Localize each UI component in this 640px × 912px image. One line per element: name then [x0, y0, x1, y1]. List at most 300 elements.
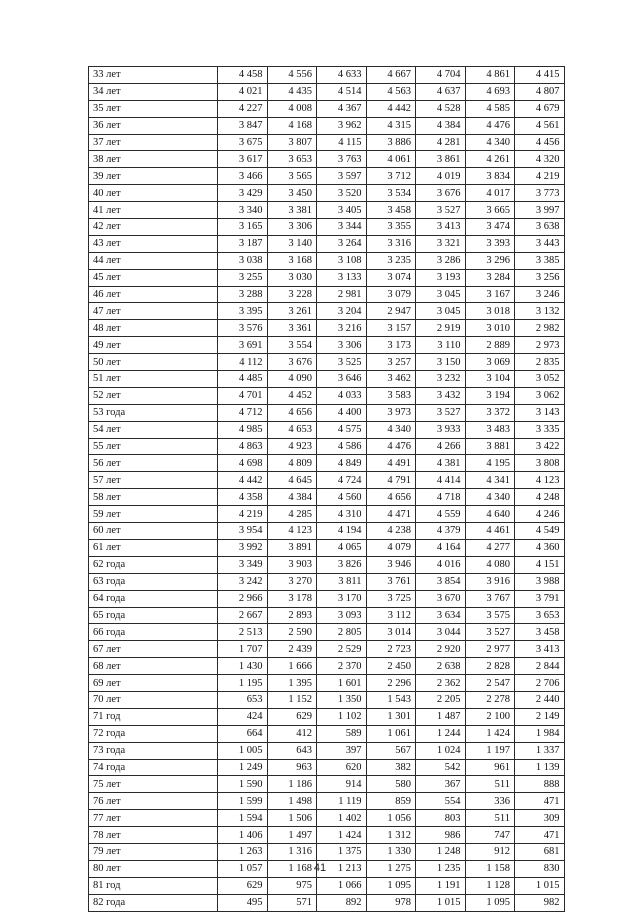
value-cell: 1 590 [218, 776, 268, 793]
value-cell: 3 361 [267, 320, 317, 337]
age-label-cell: 74 года [89, 759, 218, 776]
value-cell: 747 [465, 827, 515, 844]
value-cell: 1 424 [317, 827, 367, 844]
value-cell: 2 973 [515, 337, 565, 354]
value-cell: 3 413 [416, 219, 466, 236]
value-cell: 567 [366, 742, 416, 759]
value-cell: 4 219 [218, 506, 268, 523]
value-cell: 471 [515, 827, 565, 844]
age-label-cell: 49 лет [89, 337, 218, 354]
value-cell: 2 529 [317, 641, 367, 658]
value-cell: 4 123 [267, 523, 317, 540]
value-cell: 2 982 [515, 320, 565, 337]
value-cell: 3 429 [218, 185, 268, 202]
value-cell: 643 [267, 742, 317, 759]
value-cell: 3 432 [416, 387, 466, 404]
value-cell: 2 370 [317, 658, 367, 675]
value-cell: 3 010 [465, 320, 515, 337]
value-cell: 3 018 [465, 303, 515, 320]
value-cell: 4 549 [515, 523, 565, 540]
value-cell: 511 [465, 810, 515, 827]
value-cell: 4 640 [465, 506, 515, 523]
value-cell: 1 235 [416, 860, 466, 877]
value-cell: 4 112 [218, 354, 268, 371]
value-cell: 3 527 [416, 404, 466, 421]
table-row [89, 67, 565, 84]
value-cell: 1 666 [267, 658, 317, 675]
value-cell: 1 158 [465, 860, 515, 877]
value-cell: 830 [515, 860, 565, 877]
table-row [89, 100, 565, 117]
value-cell: 2 278 [465, 691, 515, 708]
value-cell: 1 197 [465, 742, 515, 759]
value-cell: 3 712 [366, 168, 416, 185]
value-cell: 3 597 [317, 168, 367, 185]
value-cell: 3 165 [218, 219, 268, 236]
table-row [89, 286, 565, 303]
value-cell: 3 575 [465, 607, 515, 624]
value-cell: 2 966 [218, 590, 268, 607]
value-cell: 3 458 [515, 624, 565, 641]
value-cell: 367 [416, 776, 466, 793]
value-cell: 3 653 [515, 607, 565, 624]
value-cell: 4 491 [366, 455, 416, 472]
value-cell: 4 090 [267, 371, 317, 388]
value-cell: 1 005 [218, 742, 268, 759]
value-cell: 4 637 [416, 83, 466, 100]
value-cell: 3 321 [416, 235, 466, 252]
value-cell: 3 235 [366, 252, 416, 269]
value-cell: 3 306 [267, 219, 317, 236]
value-cell: 3 826 [317, 556, 367, 573]
value-cell: 2 205 [416, 691, 466, 708]
value-cell: 4 238 [366, 523, 416, 540]
value-cell: 4 485 [218, 371, 268, 388]
value-cell: 3 286 [416, 252, 466, 269]
value-cell: 2 440 [515, 691, 565, 708]
value-cell: 978 [366, 894, 416, 911]
value-cell: 4 033 [317, 387, 367, 404]
age-label-cell: 34 лет [89, 83, 218, 100]
value-cell: 4 724 [317, 472, 367, 489]
value-cell: 3 916 [465, 573, 515, 590]
table-row [89, 793, 565, 810]
value-cell: 4 861 [465, 67, 515, 84]
value-cell: 3 038 [218, 252, 268, 269]
table-row [89, 202, 565, 219]
table-row [89, 404, 565, 421]
value-cell: 3 030 [267, 269, 317, 286]
value-cell: 4 061 [366, 151, 416, 168]
age-label-cell: 40 лет [89, 185, 218, 202]
value-cell: 4 227 [218, 100, 268, 117]
age-label-cell: 76 лет [89, 793, 218, 810]
value-cell: 3 583 [366, 387, 416, 404]
value-cell: 3 133 [317, 269, 367, 286]
value-cell: 1 402 [317, 810, 367, 827]
value-cell: 1 506 [267, 810, 317, 827]
value-cell: 629 [218, 877, 268, 894]
age-label-cell: 33 лет [89, 67, 218, 84]
table-row [89, 455, 565, 472]
value-cell: 1 195 [218, 675, 268, 692]
value-cell: 4 194 [317, 523, 367, 540]
table-row [89, 810, 565, 827]
value-cell: 2 706 [515, 675, 565, 692]
age-label-cell: 80 лет [89, 860, 218, 877]
value-cell: 914 [317, 776, 367, 793]
value-cell: 2 920 [416, 641, 466, 658]
population-by-age-table [88, 66, 565, 912]
table-row [89, 489, 565, 506]
value-cell: 4 266 [416, 438, 466, 455]
age-label-cell: 66 года [89, 624, 218, 641]
value-cell: 4 653 [267, 421, 317, 438]
value-cell: 3 458 [366, 202, 416, 219]
age-label-cell: 63 года [89, 573, 218, 590]
value-cell: 3 132 [515, 303, 565, 320]
value-cell: 975 [267, 877, 317, 894]
value-cell: 3 653 [267, 151, 317, 168]
value-cell: 4 458 [218, 67, 268, 84]
value-cell: 580 [366, 776, 416, 793]
value-cell: 1 095 [465, 894, 515, 911]
value-cell: 3 232 [416, 371, 466, 388]
value-cell: 3 167 [465, 286, 515, 303]
age-label-cell: 45 лет [89, 269, 218, 286]
value-cell: 1 061 [366, 725, 416, 742]
value-cell: 3 462 [366, 371, 416, 388]
table-row [89, 827, 565, 844]
table-row [89, 877, 565, 894]
value-cell: 3 576 [218, 320, 268, 337]
age-label-cell: 37 лет [89, 134, 218, 151]
value-cell: 3 069 [465, 354, 515, 371]
value-cell: 3 256 [515, 269, 565, 286]
value-cell: 3 242 [218, 573, 268, 590]
value-cell: 4 123 [515, 472, 565, 489]
page-number: 41 [313, 862, 327, 874]
value-cell: 1 430 [218, 658, 268, 675]
value-cell: 3 988 [515, 573, 565, 590]
table-row [89, 539, 565, 556]
value-cell: 4 248 [515, 489, 565, 506]
value-cell: 3 665 [465, 202, 515, 219]
age-label-cell: 78 лет [89, 827, 218, 844]
value-cell: 4 358 [218, 489, 268, 506]
value-cell: 1 249 [218, 759, 268, 776]
table-row [89, 556, 565, 573]
value-cell: 3 261 [267, 303, 317, 320]
value-cell: 963 [267, 759, 317, 776]
value-cell: 4 461 [465, 523, 515, 540]
table-row [89, 472, 565, 489]
value-cell: 3 946 [366, 556, 416, 573]
value-cell: 1 102 [317, 708, 367, 725]
value-cell: 3 108 [317, 252, 367, 269]
value-cell: 3 761 [366, 573, 416, 590]
value-cell: 3 638 [515, 219, 565, 236]
age-label-cell: 50 лет [89, 354, 218, 371]
value-cell: 4 704 [416, 67, 466, 84]
value-cell: 4 471 [366, 506, 416, 523]
value-cell: 424 [218, 708, 268, 725]
value-cell: 3 150 [416, 354, 466, 371]
value-cell: 1 066 [317, 877, 367, 894]
table-row [89, 337, 565, 354]
value-cell: 3 170 [317, 590, 367, 607]
value-cell: 4 008 [267, 100, 317, 117]
value-cell: 4 285 [267, 506, 317, 523]
value-cell: 3 834 [465, 168, 515, 185]
value-cell: 4 575 [317, 421, 367, 438]
value-cell: 3 534 [366, 185, 416, 202]
value-cell: 3 767 [465, 590, 515, 607]
value-cell: 4 693 [465, 83, 515, 100]
value-cell: 4 718 [416, 489, 466, 506]
value-cell: 1 599 [218, 793, 268, 810]
table-row [89, 151, 565, 168]
age-label-cell: 67 лет [89, 641, 218, 658]
table-row [89, 438, 565, 455]
value-cell: 664 [218, 725, 268, 742]
value-cell: 1 152 [267, 691, 317, 708]
table-row [89, 691, 565, 708]
value-cell: 3 045 [416, 286, 466, 303]
value-cell: 3 296 [465, 252, 515, 269]
value-cell: 1 186 [267, 776, 317, 793]
age-label-cell: 72 года [89, 725, 218, 742]
value-cell: 3 646 [317, 371, 367, 388]
value-cell: 3 204 [317, 303, 367, 320]
age-label-cell: 38 лет [89, 151, 218, 168]
value-cell: 4 585 [465, 100, 515, 117]
value-cell: 3 811 [317, 573, 367, 590]
value-cell: 2 844 [515, 658, 565, 675]
value-cell: 2 296 [366, 675, 416, 692]
value-cell: 2 947 [366, 303, 416, 320]
value-cell: 3 466 [218, 168, 268, 185]
age-label-cell: 54 лет [89, 421, 218, 438]
value-cell: 1 543 [366, 691, 416, 708]
value-cell: 3 093 [317, 607, 367, 624]
value-cell: 4 456 [515, 134, 565, 151]
value-cell: 4 435 [267, 83, 317, 100]
age-label-cell: 57 лет [89, 472, 218, 489]
value-cell: 1 707 [218, 641, 268, 658]
value-cell: 3 847 [218, 117, 268, 134]
value-cell: 3 264 [317, 235, 367, 252]
value-cell: 3 257 [366, 354, 416, 371]
value-cell: 3 157 [366, 320, 416, 337]
value-cell: 3 525 [317, 354, 367, 371]
table-row [89, 523, 565, 540]
value-cell: 4 019 [416, 168, 466, 185]
value-cell: 4 667 [366, 67, 416, 84]
value-cell: 3 807 [267, 134, 317, 151]
value-cell: 4 246 [515, 506, 565, 523]
table-row [89, 506, 565, 523]
value-cell: 3 110 [416, 337, 466, 354]
age-label-cell: 56 лет [89, 455, 218, 472]
value-cell: 3 676 [267, 354, 317, 371]
age-label-cell: 75 лет [89, 776, 218, 793]
value-cell: 3 014 [366, 624, 416, 641]
value-cell: 620 [317, 759, 367, 776]
value-cell: 4 367 [317, 100, 367, 117]
age-label-cell: 82 года [89, 894, 218, 911]
value-cell: 3 422 [515, 438, 565, 455]
value-cell: 4 414 [416, 472, 466, 489]
value-cell: 4 115 [317, 134, 367, 151]
value-cell: 2 362 [416, 675, 466, 692]
table-row [89, 252, 565, 269]
value-cell: 4 151 [515, 556, 565, 573]
age-label-cell: 36 лет [89, 117, 218, 134]
value-cell: 4 379 [416, 523, 466, 540]
value-cell: 4 701 [218, 387, 268, 404]
value-cell: 4 712 [218, 404, 268, 421]
value-cell: 4 021 [218, 83, 268, 100]
value-cell: 892 [317, 894, 367, 911]
age-label-cell: 55 лет [89, 438, 218, 455]
value-cell: 4 400 [317, 404, 367, 421]
value-cell: 2 149 [515, 708, 565, 725]
value-cell: 3 617 [218, 151, 268, 168]
value-cell: 4 384 [267, 489, 317, 506]
value-cell: 3 335 [515, 421, 565, 438]
age-label-cell: 71 год [89, 708, 218, 725]
value-cell: 3 044 [416, 624, 466, 641]
value-cell: 4 698 [218, 455, 268, 472]
value-cell: 3 112 [366, 607, 416, 624]
value-cell: 1 015 [416, 894, 466, 911]
value-cell: 3 763 [317, 151, 367, 168]
value-cell: 4 556 [267, 67, 317, 84]
value-cell: 3 527 [465, 624, 515, 641]
value-cell: 1 330 [366, 843, 416, 860]
value-cell: 681 [515, 843, 565, 860]
value-cell: 3 193 [416, 269, 466, 286]
value-cell: 4 633 [317, 67, 367, 84]
value-cell: 3 228 [267, 286, 317, 303]
value-cell: 3 168 [267, 252, 317, 269]
value-cell: 1 337 [515, 742, 565, 759]
value-cell: 4 791 [366, 472, 416, 489]
value-cell: 1 487 [416, 708, 466, 725]
value-cell: 382 [366, 759, 416, 776]
value-cell: 2 638 [416, 658, 466, 675]
value-cell: 4 645 [267, 472, 317, 489]
age-label-cell: 43 лет [89, 235, 218, 252]
value-cell: 986 [416, 827, 466, 844]
age-label-cell: 62 года [89, 556, 218, 573]
value-cell: 3 405 [317, 202, 367, 219]
value-cell: 4 080 [465, 556, 515, 573]
table-row [89, 624, 565, 641]
value-cell: 1 213 [317, 860, 367, 877]
value-cell: 3 381 [267, 202, 317, 219]
value-cell: 1 424 [465, 725, 515, 742]
table-row [89, 168, 565, 185]
value-cell: 1 498 [267, 793, 317, 810]
table-row [89, 83, 565, 100]
value-cell: 4 219 [515, 168, 565, 185]
value-cell: 3 854 [416, 573, 466, 590]
value-cell: 4 261 [465, 151, 515, 168]
value-cell: 4 863 [218, 438, 268, 455]
value-cell: 4 561 [515, 117, 565, 134]
value-cell: 4 016 [416, 556, 466, 573]
value-cell: 803 [416, 810, 466, 827]
value-cell: 3 194 [465, 387, 515, 404]
value-cell: 2 977 [465, 641, 515, 658]
value-cell: 1 244 [416, 725, 466, 742]
value-cell: 2 805 [317, 624, 367, 641]
table-body [89, 67, 565, 912]
value-cell: 3 725 [366, 590, 416, 607]
age-label-cell: 65 года [89, 607, 218, 624]
value-cell: 4 849 [317, 455, 367, 472]
value-cell: 4 985 [218, 421, 268, 438]
table-row [89, 235, 565, 252]
table-row [89, 776, 565, 793]
value-cell: 1 139 [515, 759, 565, 776]
table-row [89, 573, 565, 590]
table-row [89, 641, 565, 658]
value-cell: 2 439 [267, 641, 317, 658]
table-row [89, 725, 565, 742]
age-label-cell: 77 лет [89, 810, 218, 827]
table-row [89, 371, 565, 388]
age-label-cell: 41 лет [89, 202, 218, 219]
value-cell: 495 [218, 894, 268, 911]
value-cell: 3 372 [465, 404, 515, 421]
table-row [89, 185, 565, 202]
age-label-cell: 70 лет [89, 691, 218, 708]
value-cell: 1 119 [317, 793, 367, 810]
value-cell: 4 442 [218, 472, 268, 489]
value-cell: 3 306 [317, 337, 367, 354]
value-cell: 4 381 [416, 455, 466, 472]
value-cell: 1 984 [515, 725, 565, 742]
value-cell: 2 513 [218, 624, 268, 641]
value-cell: 2 889 [465, 337, 515, 354]
value-cell: 1 316 [267, 843, 317, 860]
value-cell: 1 095 [366, 877, 416, 894]
value-cell: 4 281 [416, 134, 466, 151]
table-row [89, 320, 565, 337]
value-cell: 4 340 [366, 421, 416, 438]
value-cell: 2 919 [416, 320, 466, 337]
value-cell: 3 074 [366, 269, 416, 286]
age-label-cell: 59 лет [89, 506, 218, 523]
value-cell: 3 340 [218, 202, 268, 219]
value-cell: 3 634 [416, 607, 466, 624]
age-label-cell: 61 лет [89, 539, 218, 556]
value-cell: 412 [267, 725, 317, 742]
value-cell: 4 923 [267, 438, 317, 455]
value-cell: 4 656 [267, 404, 317, 421]
value-cell: 3 344 [317, 219, 367, 236]
age-label-cell: 51 лет [89, 371, 218, 388]
value-cell: 4 452 [267, 387, 317, 404]
value-cell: 3 349 [218, 556, 268, 573]
value-cell: 3 676 [416, 185, 466, 202]
value-cell: 3 385 [515, 252, 565, 269]
value-cell: 4 384 [416, 117, 466, 134]
table-row [89, 219, 565, 236]
